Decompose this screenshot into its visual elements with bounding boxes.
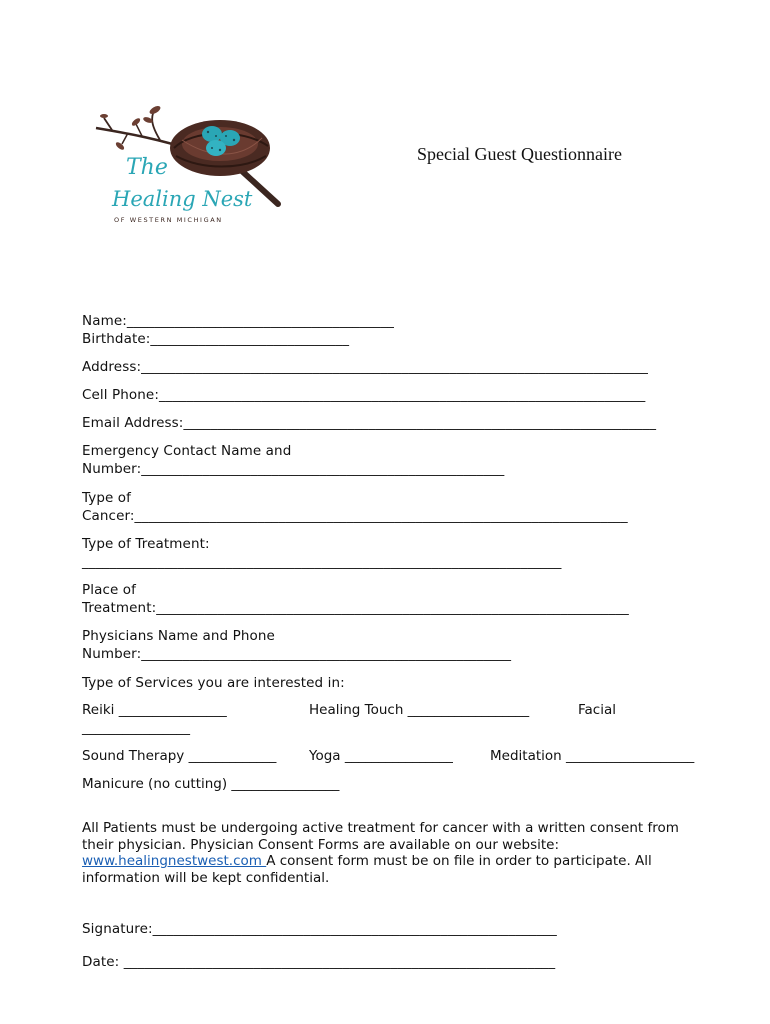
- services-label: Type of Services you are interested in:: [82, 675, 345, 691]
- treatment-place-field[interactable]: Treatment:_____________________________________________________________________: [82, 600, 629, 616]
- cancer-type-label: Type of: [82, 490, 132, 506]
- consent-notice-text: All Patients must be undergoing active treatment for cancer with a written consent from their physician. Physician Consent Forms are available on our website:: [82, 820, 679, 853]
- address-field[interactable]: Address:__________________________________________________________________________: [82, 359, 649, 375]
- cell-phone-field[interactable]: Cell Phone:_______________________________________________________________________: [82, 387, 646, 403]
- signature-field[interactable]: Signature:___________________________________________________________: [82, 921, 557, 937]
- treatment-place-label: Place of: [82, 582, 136, 598]
- yoga-option[interactable]: Yoga ________________: [309, 748, 453, 764]
- cancer-type-field[interactable]: Cancer:________________________________________________________________________: [82, 508, 628, 524]
- egg-icon: [206, 140, 226, 156]
- logo-script-name: Healing Nest: [112, 187, 253, 211]
- healing-nest-logo: [92, 100, 288, 230]
- treatment-type-field[interactable]: ______________________________________________________________________: [82, 554, 562, 570]
- facial-option-line[interactable]: ________________: [82, 720, 190, 736]
- sound-therapy-option[interactable]: Sound Therapy _____________: [82, 748, 277, 764]
- facial-option[interactable]: Facial: [578, 702, 616, 718]
- birthdate-field[interactable]: Birthdate:_____________________________: [82, 331, 350, 347]
- meditation-option[interactable]: Meditation ___________________: [490, 748, 695, 764]
- emergency-contact-field[interactable]: Number:_____________________________________________________: [82, 461, 505, 477]
- date-field[interactable]: Date: _______________________________________________________________: [82, 954, 556, 970]
- name-field[interactable]: Name:_______________________________________: [82, 313, 395, 329]
- logo-script-the: The: [126, 155, 168, 180]
- emergency-contact-label: Emergency Contact Name and: [82, 443, 292, 459]
- physician-label: Physicians Name and Phone: [82, 628, 275, 644]
- website-link[interactable]: www.healingnestwest.com: [82, 853, 267, 869]
- email-field[interactable]: Email Address:_____________________________________________________________________: [82, 415, 657, 431]
- consent-notice-text-2: A consent form must be on file in order to participate. All information will be kept confidential.: [82, 853, 652, 886]
- egg-icon: [202, 126, 222, 142]
- page-title: Special Guest Questionnaire: [417, 144, 622, 164]
- manicure-option[interactable]: Manicure (no cutting) ________________: [82, 776, 340, 792]
- reiki-option[interactable]: Reiki ________________: [82, 702, 227, 718]
- logo-tagline: OF WESTERN MICHIGAN: [114, 216, 223, 224]
- physician-field[interactable]: Number:______________________________________________________: [82, 646, 512, 662]
- consent-notice: [82, 820, 702, 886]
- treatment-type-label: Type of Treatment:: [82, 536, 210, 552]
- healing-touch-option[interactable]: Healing Touch __________________: [309, 702, 530, 718]
